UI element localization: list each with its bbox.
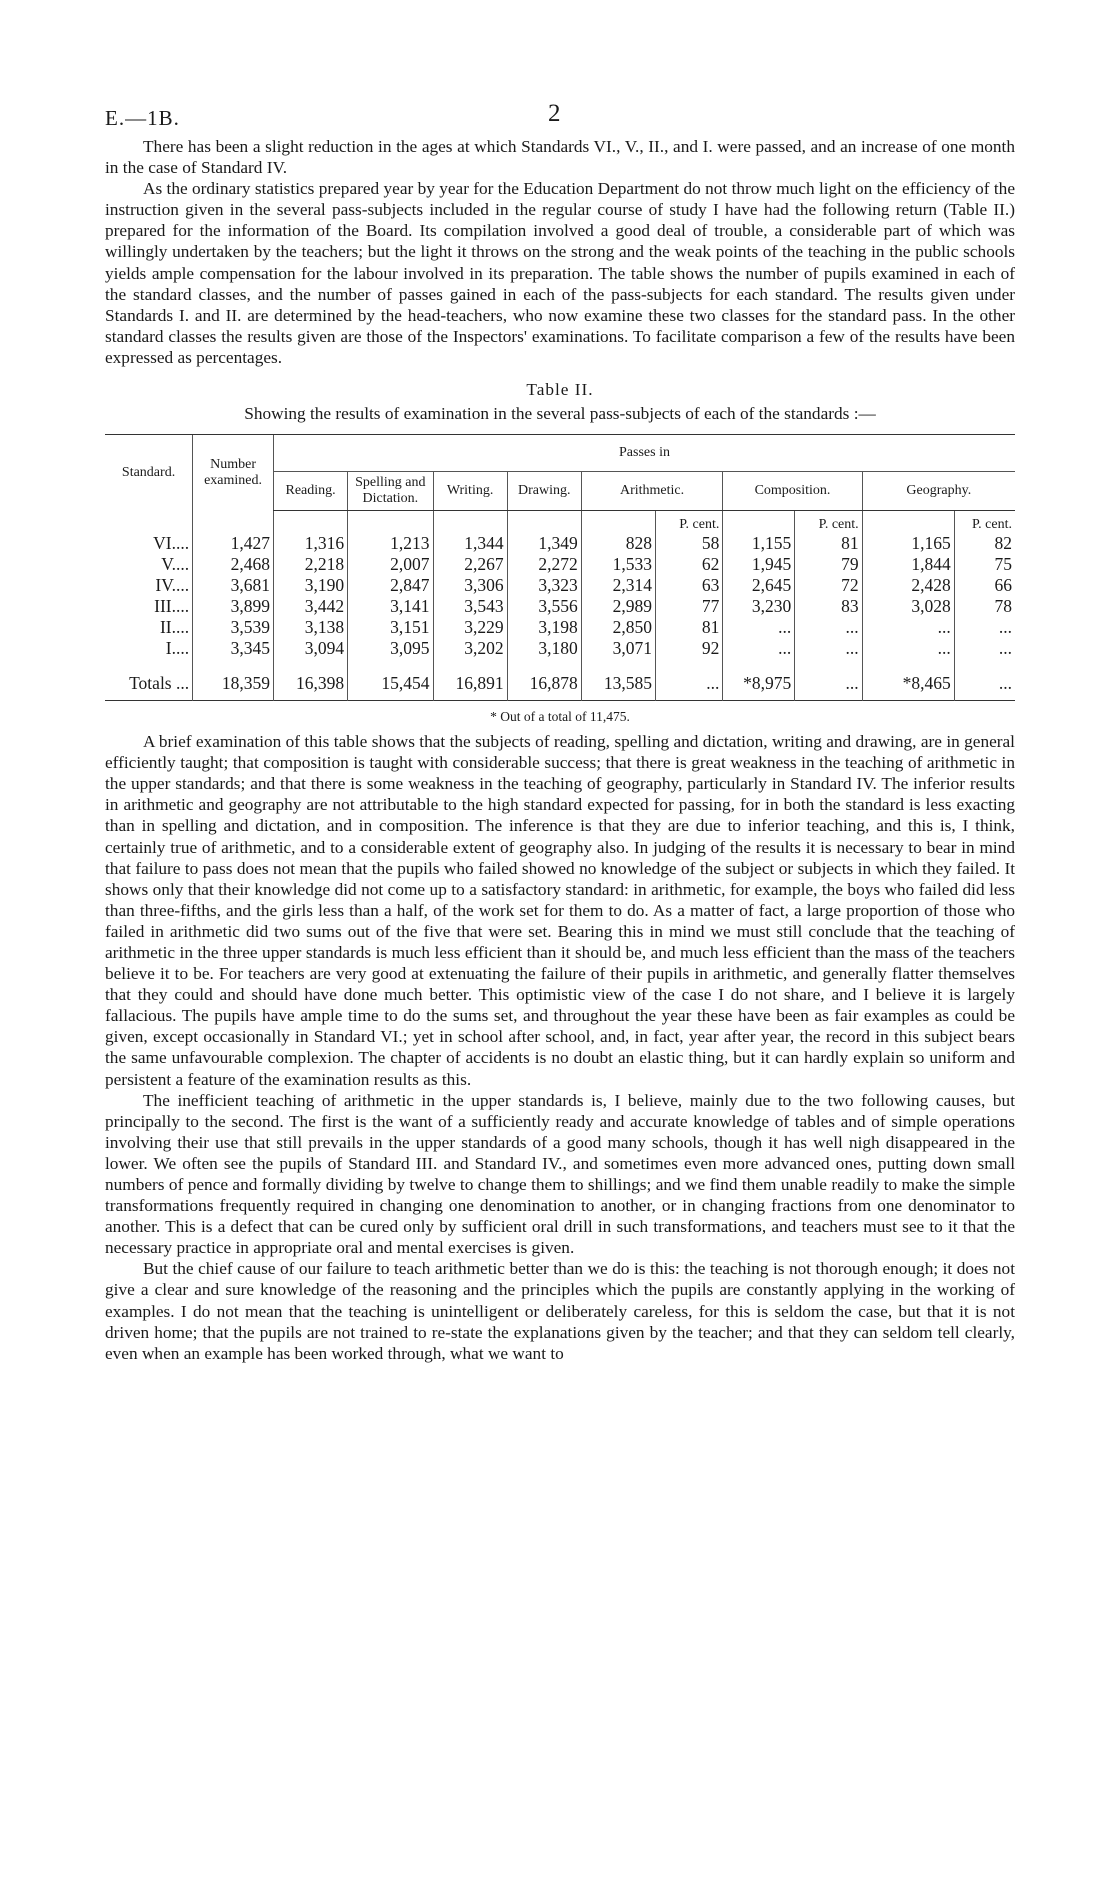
cell-drawing: 1,349: [507, 533, 581, 554]
cell-spelling: 15,454: [348, 673, 433, 701]
col-header-reading: Reading.: [274, 472, 348, 511]
table-row: [105, 575, 1015, 596]
cell-reading: 1,316: [274, 533, 348, 554]
cell-examined: 18,359: [193, 673, 274, 701]
table-caption: Table II.: [526, 380, 594, 400]
cell-spelling: 2,847: [348, 575, 433, 596]
cell-writing: 3,306: [433, 575, 507, 596]
cell-arithmetic: 2,314: [581, 575, 655, 596]
cell-reading: 3,094: [274, 638, 348, 659]
table-spacer-row: [105, 659, 1015, 673]
table-row: [105, 617, 1015, 638]
page-header: [105, 96, 1015, 136]
cell-standard: I. ...: [165, 638, 190, 659]
results-table: [105, 434, 1015, 703]
cell-geography-pc: ...: [954, 638, 1015, 659]
paragraph-intro-statistics: As the ordinary statistics prepared year by year for the Education Department do not throw much light on the efficiency of the instruction given in the several pass-subjects included in the regular course of study I have had the following return (Table II.) prepared for the information of the Board. Its compilation involved a good deal of trouble, a considerable part of which was willingly undertaken by the teachers; but the light it throws on the strong and the weak points of the teaching in the public schools yields ample compensation for the labour involved in its preparation. The table shows the number of pupils examined in each of the standard classes, and the number of passes gained in each of the pass-subjects for each standard. The results given under Standards I. and II. are determined by the head-teachers, who now examine these two classes for the standard pass. In the other standard classes the results given are those of the Inspectors' examinations. To facilitate comparison a few of the results have been expressed as percentages.: [105, 179, 1015, 367]
cell-writing: 3,543: [433, 596, 507, 617]
table-bottom-rule: [105, 701, 1015, 704]
cell-composition-pc: 81: [795, 533, 862, 554]
cell-composition-pc: ...: [795, 638, 862, 659]
cell-writing: 2,267: [433, 554, 507, 575]
cell-composition-pc: 72: [795, 575, 862, 596]
cell-composition: 2,645: [723, 575, 795, 596]
cell-reading: 3,190: [274, 575, 348, 596]
cell-composition: *8,975: [723, 673, 795, 701]
cell-writing: 3,229: [433, 617, 507, 638]
cell-standard: III. ...: [154, 596, 190, 617]
cell-examined: 3,681: [193, 575, 274, 596]
cell-arithmetic-pc: 92: [655, 638, 722, 659]
cell-writing: 16,891: [433, 673, 507, 701]
document-page: [105, 96, 1015, 1364]
cell-drawing: 16,878: [507, 673, 581, 701]
cell-composition: 3,230: [723, 596, 795, 617]
cell-reading: 3,138: [274, 617, 348, 638]
col-header-geography: Geography.: [862, 472, 1015, 511]
col-header-composition: Composition.: [723, 472, 862, 511]
pcent-label-geography: P. cent.: [954, 511, 1015, 534]
cell-geography-pc: 66: [954, 575, 1015, 596]
cell-spelling: 1,213: [348, 533, 433, 554]
col-header-passes-in: Passes in: [274, 435, 1016, 472]
table-row: [105, 638, 1015, 659]
cell-arithmetic-pc: 58: [655, 533, 722, 554]
cell-reading: 2,218: [274, 554, 348, 575]
cell-geography: 1,165: [862, 533, 954, 554]
cell-examined: 3,539: [193, 617, 274, 638]
cell-spelling: 2,007: [348, 554, 433, 575]
cell-totals-label: Totals ...: [129, 673, 190, 694]
cell-geography-pc: ...: [954, 673, 1015, 701]
cell-composition-pc: 83: [795, 596, 862, 617]
cell-arithmetic: 3,071: [581, 638, 655, 659]
paragraph-analysis: A brief examination of this table shows that the subjects of reading, spelling and dictation, writing and drawing, are in general efficiently taught; that composition is taught with considerable success; that there is great weakness in the teaching of arithmetic in the upper standards; and that there is some weakness in the teaching of geography, particularly in Standard IV. The inferior results in arithmetic and geography are not attributable to the high standard expected for passing, for in both the standard is less exacting than in spelling and dictation, and in composition. The inference is that they are due to inferior teaching, and this is, I think, certainly true of arithmetic, and to a considerable extent of geography also. In judging of the results it is necessary to bear in mind that failure to pass does not mean that the pupils who failed showed no knowledge of the subject or subjects in which they failed. It shows only that their knowledge did not come up to a satisfactory standard: in arithmetic, for example, the boys who failed did less than three-fifths, and the girls less than a half, of the work set for them to do. As a matter of fact, a large proportion of those who failed in arithmetic did two sums out of the five that were set. Bearing this in mind we must still conclude that the teaching of arithmetic in the three upper standards is much less efficient than it should be, and much less efficient than the mass of the teachers believe it to be. For teachers are very good at extenuating the failure of their pupils in arithmetic, and generally flatter themselves that they could and should have done much better. This optimistic view of the case I do not share, and I believe it is largely fallacious. The pupils have ample time to do the sums set, and throughout the year these have been as fair examples as could be given, except occasionally in Standard VI.; yet in school after school, and, in fact, year after year, the record in this subject bears the same unfavourable complexion. The chapter of accidents is no doubt an elastic thing, but it can hardly explain so uniform and persistent a feature of the examination results as this.: [105, 732, 1015, 1089]
cell-arithmetic-pc: 62: [655, 554, 722, 575]
cell-standard: IV. ...: [155, 575, 190, 596]
cell-standard: VI. ...: [153, 533, 190, 554]
cell-composition: 1,155: [723, 533, 795, 554]
cell-arithmetic-pc: 77: [655, 596, 722, 617]
pcent-label-composition: P. cent.: [795, 511, 862, 534]
col-header-spelling: Spelling and Dictation.: [348, 472, 433, 511]
cell-composition: ...: [723, 638, 795, 659]
cell-spelling: 3,141: [348, 596, 433, 617]
cell-arithmetic-pc: ...: [655, 673, 722, 701]
cell-composition-pc: ...: [795, 673, 862, 701]
col-header-drawing: Drawing.: [507, 472, 581, 511]
cell-spelling: 3,095: [348, 638, 433, 659]
pcent-label-arithmetic: P. cent.: [655, 511, 722, 534]
cell-arithmetic-pc: 63: [655, 575, 722, 596]
cell-examined: 3,345: [193, 638, 274, 659]
cell-geography: *8,465: [862, 673, 954, 701]
col-header-arithmetic: Arithmetic.: [581, 472, 723, 511]
cell-geography: 3,028: [862, 596, 954, 617]
cell-reading: 3,442: [274, 596, 348, 617]
cell-drawing: 3,180: [507, 638, 581, 659]
cell-geography-pc: ...: [954, 617, 1015, 638]
cell-examined: 2,468: [193, 554, 274, 575]
col-header-writing: Writing.: [433, 472, 507, 511]
cell-geography: ...: [862, 638, 954, 659]
table-row: [105, 554, 1015, 575]
cell-geography-pc: 82: [954, 533, 1015, 554]
cell-examined: 1,427: [193, 533, 274, 554]
paragraph-causes: The inefficient teaching of arithmetic in the upper standards is, I believe, mainly due to the two following causes, but principally to the second. The first is the want of a sufficiently ready and accurate knowledge of tables and of simple operations involving their use that still prevails in the upper standards of a good many schools, though it has well nigh disappeared in the lower. We often see the pupils of Standard III. and Standard IV., and sometimes even more advanced ones, putting down small numbers of pence and formally dividing by twelve to change them to shillings; and we find them unable readily to make the simple transformations frequently required in changing one denomination to another, or in changing fractions from one denominator to another. This is a defect that can be cured only by sufficient oral drill in such transformations, and teachers must see to it that the necessary practice in appropriate oral and mental exercises is given.: [105, 1090, 1015, 1258]
cell-composition: ...: [723, 617, 795, 638]
table-subtitle: Showing the results of examination in the several pass-subjects of each of the standards :—: [244, 404, 876, 424]
cell-drawing: 3,323: [507, 575, 581, 596]
table-row: [105, 596, 1015, 617]
cell-writing: 1,344: [433, 533, 507, 554]
cell-arithmetic-pc: 81: [655, 617, 722, 638]
cell-examined: 3,899: [193, 596, 274, 617]
col-header-number-examined: Number examined.: [193, 435, 274, 511]
document-code: E.—1B.: [105, 106, 180, 130]
totals-row: [105, 673, 1015, 701]
paragraph-chief-cause: But the chief cause of our failure to teach arithmetic better than we do is this: the teaching is not thorough enough; it does not give a clear and sure knowledge of the reasoning and the principles which the pupils are constantly applying in the working of examples. I do not mean that the teaching is unintelligent or deliberately careless, for this is seldom the case, but that it is not driven home; that the pupils are not trained to re-state the explanations given by the teacher; and that they can seldom tell clearly, even when an example has been worked through, what we want to: [105, 1259, 1015, 1363]
table-footnote: * Out of a total of 11,475.: [490, 709, 630, 725]
cell-arithmetic: 1,533: [581, 554, 655, 575]
cell-writing: 3,202: [433, 638, 507, 659]
cell-arithmetic: 2,850: [581, 617, 655, 638]
page-number: 2: [548, 100, 561, 127]
cell-standard: II. ...: [159, 617, 190, 638]
col-header-standard: Standard.: [105, 435, 193, 511]
cell-geography-pc: 78: [954, 596, 1015, 617]
cell-arithmetic: 13,585: [581, 673, 655, 701]
cell-geography: 2,428: [862, 575, 954, 596]
cell-drawing: 3,198: [507, 617, 581, 638]
cell-reading: 16,398: [274, 673, 348, 701]
paragraph-intro-ages: There has been a slight reduction in the ages at which Standards VI., V., II., and I. were passed, and an increase of one month in the case of Standard IV.: [105, 137, 1015, 178]
cell-composition-pc: ...: [795, 617, 862, 638]
table-row: [105, 533, 1015, 554]
cell-geography: 1,844: [862, 554, 954, 575]
cell-composition: 1,945: [723, 554, 795, 575]
cell-standard: V. ...: [161, 554, 190, 575]
cell-geography: ...: [862, 617, 954, 638]
cell-drawing: 3,556: [507, 596, 581, 617]
cell-spelling: 3,151: [348, 617, 433, 638]
cell-arithmetic: 828: [581, 533, 655, 554]
cell-composition-pc: 79: [795, 554, 862, 575]
cell-drawing: 2,272: [507, 554, 581, 575]
cell-geography-pc: 75: [954, 554, 1015, 575]
cell-arithmetic: 2,989: [581, 596, 655, 617]
percent-label-row: [105, 511, 1015, 534]
